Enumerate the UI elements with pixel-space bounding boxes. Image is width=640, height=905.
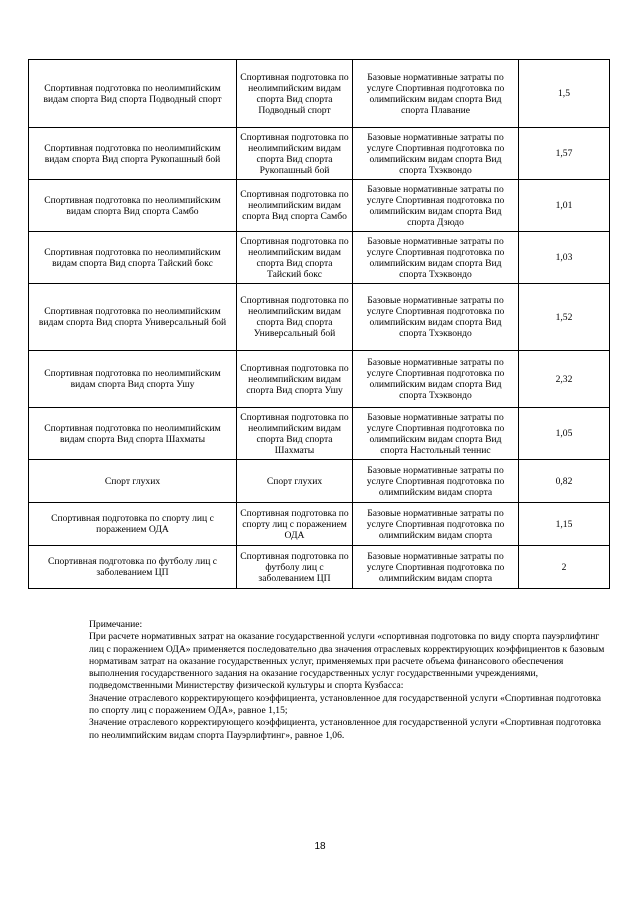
table-body (29, 60, 610, 589)
service-name-cell: Спортивная подготовка по неолимпийским видам спорта Вид спорта Шахматы (29, 408, 237, 460)
service-name-cell: Спортивная подготовка по неолимпийским видам спорта Вид спорта Ушу (29, 351, 237, 408)
base-cost-cell: Базовые нормативные затраты по услуге Спортивная подготовка по олимпийским видам спорта Вид спорта Плавание (353, 60, 519, 128)
program-cell: Спортивная подготовка по неолимпийским видам спорта Вид спорта Универсальный бой (237, 284, 353, 351)
program-cell: Спортивная подготовка по футболу лиц с заболеванием ЦП (237, 546, 353, 589)
service-name-cell: Спортивная подготовка по неолимпийским видам спорта Вид спорта Тайский бокс (29, 232, 237, 284)
table-row (29, 232, 610, 284)
base-cost-cell: Базовые нормативные затраты по услуге Спортивная подготовка по олимпийским видам спорта Вид спорта Тхэквондо (353, 284, 519, 351)
note-title: Примечание: (89, 619, 143, 630)
coefficient-cell: 2,32 (519, 351, 610, 408)
coefficient-cell: 1,57 (519, 128, 610, 180)
table-row (29, 351, 610, 408)
program-cell: Спорт глухих (237, 460, 353, 503)
base-cost-cell: Базовые нормативные затраты по услуге Спортивная подготовка по олимпийским видам спорта (353, 503, 519, 546)
table-row (29, 284, 610, 351)
table-row (29, 128, 610, 180)
base-cost-cell: Базовые нормативные затраты по услуге Спортивная подготовка по олимпийским видам спорта Вид спорта Тхэквондо (353, 128, 519, 180)
service-name-cell: Спортивная подготовка по неолимпийским видам спорта Вид спорта Рукопашный бой (29, 128, 237, 180)
table-row (29, 460, 610, 503)
coefficient-cell: 1,15 (519, 503, 610, 546)
note-item-2: Значение отраслевого корректирующего коэффициента, установленное для государственной услуги «Спортивная подготовка по неолимпийским видам спорта Пауэрлифтинг», равное 1,06. (89, 717, 601, 741)
service-name-cell: Спортивная подготовка по неолимпийским видам спорта Вид спорта Самбо (29, 180, 237, 232)
coefficient-cell: 1,03 (519, 232, 610, 284)
program-cell: Спортивная подготовка по неолимпийским видам спорта Вид спорта Рукопашный бой (237, 128, 353, 180)
program-cell: Спортивная подготовка по неолимпийским видам спорта Вид спорта Тайский бокс (237, 232, 353, 284)
program-cell: Спортивная подготовка по неолимпийским видам спорта Вид спорта Самбо (237, 180, 353, 232)
program-cell: Спортивная подготовка по спорту лиц с поражением ОДА (237, 503, 353, 546)
service-name-cell: Спортивная подготовка по неолимпийским видам спорта Вид спорта Подводный спорт (29, 60, 237, 128)
note-block (89, 619, 609, 742)
note-item-1: Значение отраслевого корректирующего коэффициента, установленное для государственной услуги «Спортивная подготовка по спорту лиц с поражением ОДА», равное 1,15; (89, 692, 601, 717)
base-cost-cell: Базовые нормативные затраты по услуге Спортивная подготовка по олимпийским видам спорта Вид спорта Настольный теннис (353, 408, 519, 460)
table-row (29, 180, 610, 232)
base-cost-cell: Базовые нормативные затраты по услуге Спортивная подготовка по олимпийским видам спорта Вид спорта Тхэквондо (353, 232, 519, 284)
base-cost-cell: Базовые нормативные затраты по услуге Спортивная подготовка по олимпийским видам спорта (353, 546, 519, 589)
service-name-cell: Спорт глухих (29, 460, 237, 503)
service-name-cell: Спортивная подготовка по спорту лиц с поражением ОДА (29, 503, 237, 546)
service-name-cell: Спортивная подготовка по неолимпийским видам спорта Вид спорта Универсальный бой (29, 284, 237, 351)
base-cost-cell: Базовые нормативные затраты по услуге Спортивная подготовка по олимпийским видам спорта Вид спорта Тхэквондо (353, 351, 519, 408)
table-row (29, 60, 610, 128)
service-name-cell: Спортивная подготовка по футболу лиц с заболеванием ЦП (29, 546, 237, 589)
base-cost-cell: Базовые нормативные затраты по услуге Спортивная подготовка по олимпийским видам спорта Вид спорта Дзюдо (353, 180, 519, 232)
note-paragraph: При расчете нормативных затрат на оказание государственной услуги «спортивная подготовка по виду спорта пауэрлифтинг лиц с поражением ОДА» применяется последовательно два значения отраслевых корректирующих коэффициентов к базовым нормативам затрат на оказание государственных услуг, применяемых при расчете объема финансового обеспечения выполнения государственного задания на оказание государственных услуг государственными учреждениями, подведомственными Министерству физической культуры и спорта Кузбасса: (89, 631, 605, 692)
coefficient-cell: 0,82 (519, 460, 610, 503)
program-cell: Спортивная подготовка по неолимпийским видам спорта Вид спорта Шахматы (237, 408, 353, 460)
coefficient-cell: 2 (519, 546, 610, 589)
coefficient-cell: 1,01 (519, 180, 610, 232)
table-row (29, 503, 610, 546)
page-number: 18 (314, 841, 326, 852)
program-cell: Спортивная подготовка по неолимпийским видам спорта Вид спорта Ушу (237, 351, 353, 408)
coefficient-cell: 1,5 (519, 60, 610, 128)
program-cell: Спортивная подготовка по неолимпийским видам спорта Вид спорта Подводный спорт (237, 60, 353, 128)
coefficient-cell: 1,52 (519, 284, 610, 351)
coefficient-cell: 1,05 (519, 408, 610, 460)
base-cost-cell: Базовые нормативные затраты по услуге Спортивная подготовка по олимпийским видам спорта (353, 460, 519, 503)
table-row (29, 546, 610, 589)
coefficients-table (28, 59, 610, 589)
table-row (29, 408, 610, 460)
